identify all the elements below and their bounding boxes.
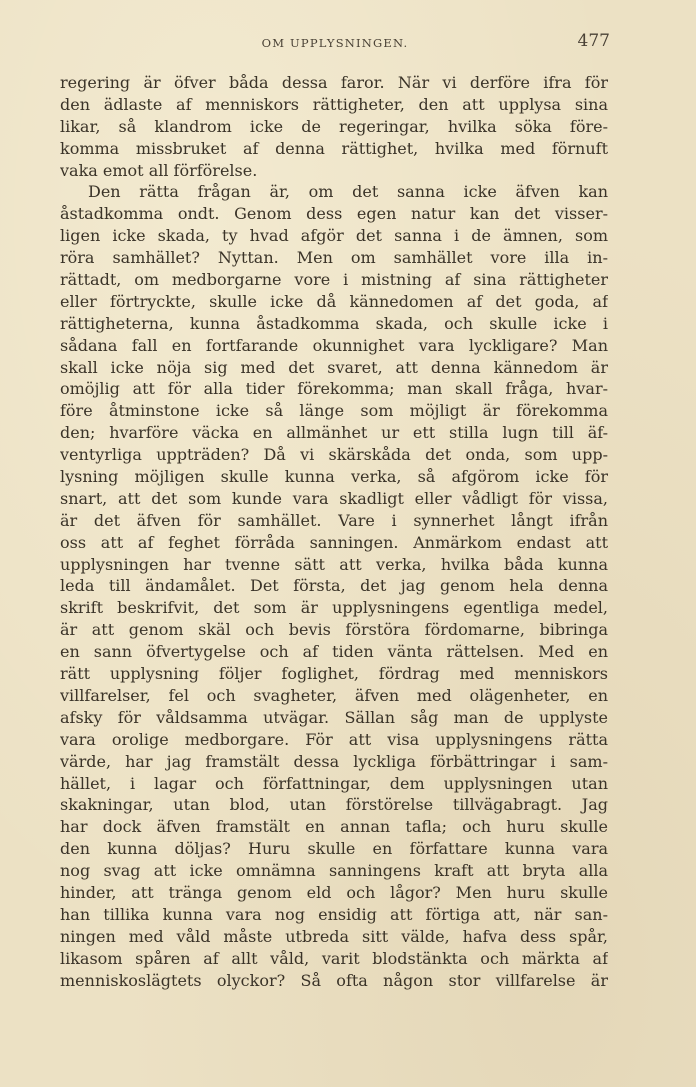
body-text bbox=[60, 72, 608, 991]
text-line: afsky för våldsamma utvägar. Sällan såg man de upplyste bbox=[60, 707, 608, 727]
text-line: är det äfven för samhället. Vare i synnerhet långt ifrån bbox=[60, 510, 608, 530]
text-line: rättadt, om medborgarne vore i mistning af sina rättigheter bbox=[60, 270, 608, 290]
text-line: menniskoslägtets olyckor? Så ofta någon stor villfarelse är bbox=[60, 970, 608, 990]
text-line: komma missbruket af denna rättighet, hvilka med förnuft bbox=[60, 138, 608, 158]
running-title: OM UPPLYSNINGEN. bbox=[261, 36, 409, 50]
text-line: ventyrliga uppträden? Då vi skärskåda det onda, som upp- bbox=[60, 445, 608, 465]
text-line: leda till ändamålet. Det första, det jag genom hela denna bbox=[60, 576, 608, 596]
text-line: skrift beskrifvit, det som är upplysningens egentliga medel, bbox=[60, 598, 608, 618]
text-line: likar, så klandrom icke de regeringar, hvilka söka före- bbox=[60, 116, 608, 136]
text-line: rättigheterna, kunna åstadkomma skada, och skulle icke i bbox=[60, 313, 608, 333]
text-line: han tillika kunna vara nog ensidig att förtiga att, när san- bbox=[60, 904, 608, 924]
text-line: snart, att det som kunde vara skadligt eller vådligt för vissa, bbox=[60, 488, 608, 508]
text-line: upplysningen har tvenne sätt att verka, hvilka båda kunna bbox=[60, 554, 608, 574]
page-number: 477 bbox=[577, 31, 610, 51]
text-line: hinder, att tränga genom eld och lågor? Men huru skulle bbox=[60, 882, 608, 902]
text-line: omöjlig att för alla tider förekomma; man skall fråga, hvar- bbox=[60, 379, 608, 399]
text-line: oss att af feghet förråda sanningen. Anmärkom endast att bbox=[60, 532, 608, 552]
text-line: vaka emot all förförelse. bbox=[60, 160, 258, 180]
text-line: en sann öfvertygelse och af tiden vänta rättelsen. Med en bbox=[60, 642, 608, 662]
text-line: den kunna döljas? Huru skulle en författare kunna vara bbox=[60, 839, 608, 859]
text-line: rätt upplysning följer foglighet, fördrag med menniskors bbox=[60, 664, 608, 684]
text-line: har dock äfven framstält en annan tafla; och huru skulle bbox=[60, 817, 608, 837]
text-line: åstadkomma ondt. Genom dess egen natur kan det visser- bbox=[60, 204, 608, 224]
text-line: ligen icke skada, ty hvad afgör det sanna i de ämnen, som bbox=[60, 226, 608, 246]
text-line: skakningar, utan blod, utan förstörelse tillvägabragt. Jag bbox=[60, 795, 608, 815]
text-line: sådana fall en fortfarande okunnighet vara lyckligare? Man bbox=[60, 335, 608, 355]
running-head bbox=[60, 30, 610, 54]
text-line: nog svag att icke omnämna sanningens kraft att bryta alla bbox=[60, 861, 608, 881]
text-line: röra samhället? Nyttan. Men om samhället vore illa in- bbox=[60, 248, 608, 268]
text-line: vara orolige medborgare. För att visa upplysningens rätta bbox=[60, 729, 608, 749]
text-line: eller förtryckte, skulle icke då kännedomen af det goda, af bbox=[60, 291, 608, 311]
text-line: lysning möjligen skulle kunna verka, så afgörom icke för bbox=[60, 467, 608, 487]
text-line: är att genom skäl och bevis förstöra fördomarne, bibringa bbox=[60, 620, 608, 640]
text-line: regering är öfver båda dessa faror. När vi derföre ifra för bbox=[60, 73, 608, 92]
text-line: värde, har jag framstält dessa lyckliga förbättringar i sam- bbox=[60, 751, 608, 771]
text-line: hället, i lagar och författningar, dem upplysningen utan bbox=[60, 773, 608, 793]
text-line: den; hvarföre väcka en allmänhet ur ett stilla lugn till äf- bbox=[60, 423, 608, 443]
text-line: villfarelser, fel och svagheter, äfven med olägenheter, en bbox=[60, 685, 608, 705]
text-line: likasom spåren af allt våld, varit blodstänkta och märkta af bbox=[60, 948, 608, 968]
text-line: ningen med våld måste utbreda sitt välde, hafva dess spår, bbox=[60, 926, 608, 946]
text-line: den ädlaste af menniskors rättigheter, den att upplysa sina bbox=[60, 94, 608, 114]
text-line: skall icke nöja sig med det svaret, att denna kännedom är bbox=[60, 357, 608, 377]
text-line: Den rätta frågan är, om det sanna icke äfven kan bbox=[88, 182, 608, 202]
text-line: före åtminstone icke så länge som möjligt är förekomma bbox=[60, 401, 608, 421]
